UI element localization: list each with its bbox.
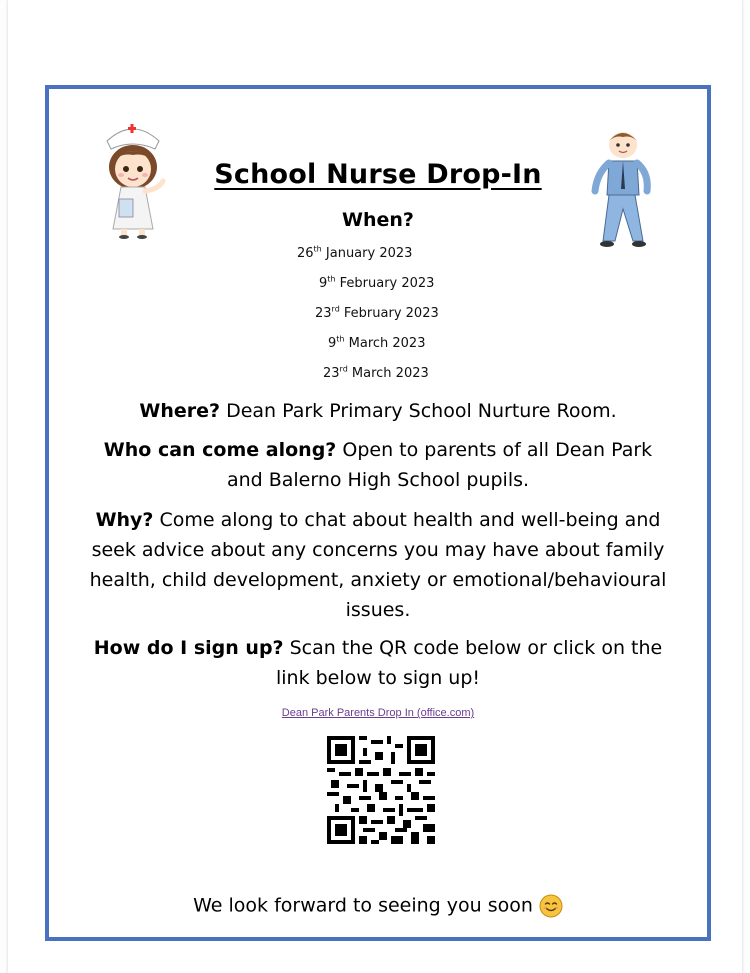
closing-message: We look forward to seeing you soon: [49, 894, 707, 918]
who-text: Open to parents of all Dean Park and Balerno High School pupils.: [226, 439, 653, 491]
date-item: 26th January 2023: [297, 244, 413, 261]
signup-label: How do I sign up?: [93, 637, 284, 659]
who-label: Who can come along?: [103, 439, 337, 461]
signup-paragraph: [89, 633, 667, 693]
where-label: Where?: [139, 400, 221, 422]
when-heading: When?: [342, 209, 414, 231]
flyer-title: School Nurse Drop-In: [214, 159, 542, 190]
date-item: 23rd March 2023: [323, 364, 429, 381]
where-paragraph: [69, 396, 687, 426]
why-text: Come along to chat about health and well-being and seek advice about any concerns you may have about family health, child development, anxiety or emotional/behavioural issues.: [89, 509, 667, 621]
signup-link[interactable]: Dean Park Parents Drop In (office.com): [281, 707, 475, 719]
where-text: Dean Park Primary School Nurture Room.: [220, 400, 617, 422]
date-item: 23rd February 2023: [315, 304, 439, 321]
boy-clipart-icon: [589, 129, 655, 253]
flyer-frame: [45, 85, 711, 941]
signup-text: Scan the QR code below or click on the link below to sign up!: [275, 637, 663, 689]
smiling-face-emoji-icon: [539, 894, 563, 918]
why-paragraph: [89, 505, 667, 625]
date-item: 9th February 2023: [319, 274, 435, 291]
why-label: Why?: [95, 509, 154, 531]
date-item: 9th March 2023: [328, 334, 426, 351]
who-paragraph: [89, 435, 667, 495]
qr-code-icon[interactable]: [327, 736, 435, 844]
